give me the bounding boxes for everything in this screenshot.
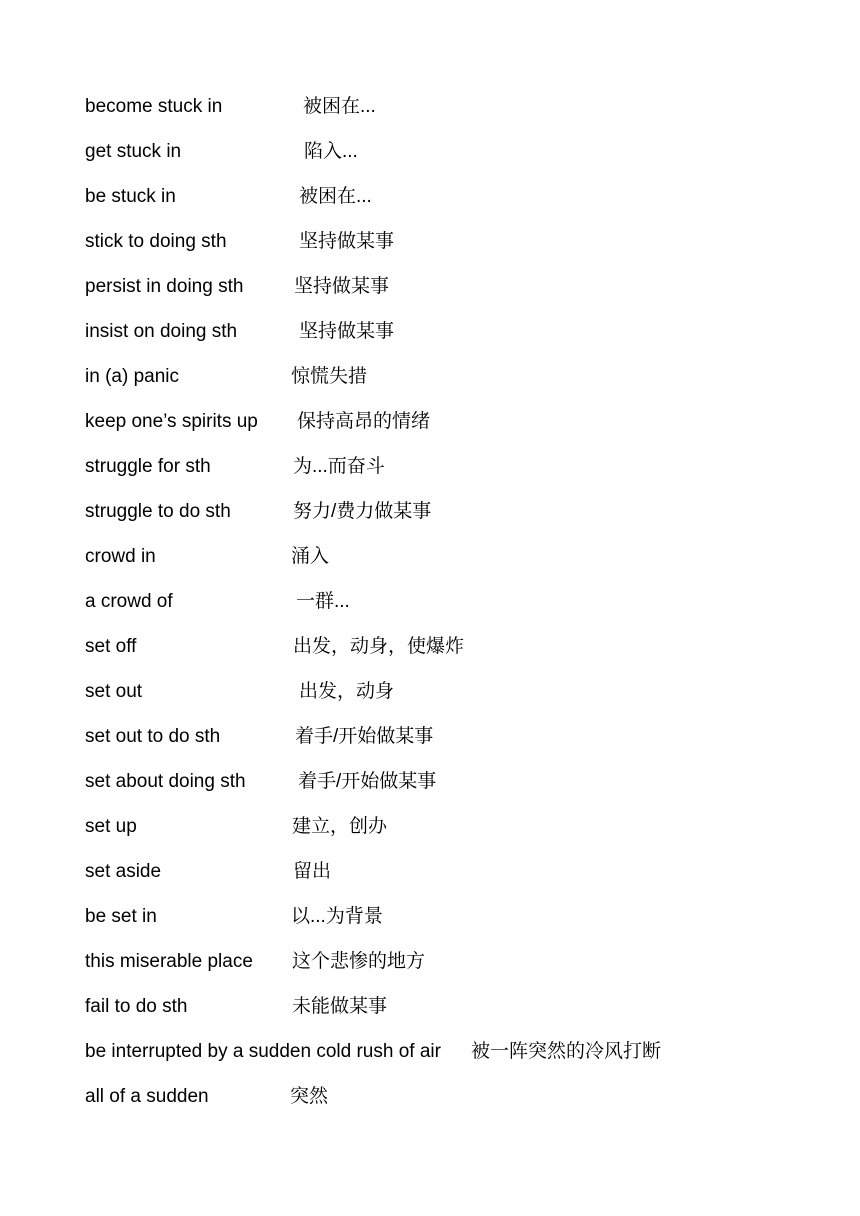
english-phrase: keep one’s spirits up xyxy=(85,411,258,432)
chinese-meaning: 这个悲惨的地方 xyxy=(292,951,426,972)
list-item xyxy=(0,545,860,581)
list-item xyxy=(0,365,860,401)
english-phrase: crowd in xyxy=(85,546,156,567)
chinese-meaning: 坚持做某事 xyxy=(299,321,395,342)
english-phrase: insist on doing sth xyxy=(85,321,238,342)
list-item xyxy=(0,860,860,896)
english-phrase: become stuck in xyxy=(85,96,223,117)
english-phrase: all of a sudden xyxy=(85,1086,209,1107)
list-item xyxy=(0,410,860,446)
chinese-meaning: 着手/开始做某事 xyxy=(298,771,437,792)
english-phrase: be set in xyxy=(85,906,157,927)
list-item xyxy=(0,950,860,986)
chinese-meaning: 未能做某事 xyxy=(292,996,388,1017)
list-item xyxy=(0,590,860,626)
english-phrase: set aside xyxy=(85,861,162,882)
english-phrase: struggle to do sth xyxy=(85,501,231,522)
english-phrase: get stuck in xyxy=(85,141,182,162)
chinese-meaning: 以...为背景 xyxy=(291,906,383,927)
english-phrase: in (a) panic xyxy=(85,366,179,387)
list-item xyxy=(0,455,860,491)
list-item xyxy=(0,275,860,311)
chinese-meaning: 陷入... xyxy=(304,141,358,162)
english-phrase: set out to do sth xyxy=(85,726,221,747)
chinese-meaning: 为...而奋斗 xyxy=(293,456,385,477)
list-item xyxy=(0,140,860,176)
english-phrase: set off xyxy=(85,636,137,657)
chinese-meaning: 努力/费力做某事 xyxy=(293,501,432,522)
english-phrase: set out xyxy=(85,681,143,702)
english-phrase: set about doing sth xyxy=(85,771,246,792)
chinese-meaning: 被困在... xyxy=(303,96,376,117)
list-item xyxy=(0,95,860,131)
list-item xyxy=(0,500,860,536)
english-phrase: a crowd of xyxy=(85,591,173,612)
list-item xyxy=(0,1040,860,1076)
chinese-meaning: 坚持做某事 xyxy=(294,276,390,297)
chinese-meaning: 出发，动身，使爆炸 xyxy=(293,636,465,657)
english-phrase: stick to doing sth xyxy=(85,231,227,252)
english-phrase: set up xyxy=(85,816,137,837)
chinese-meaning: 惊慌失措 xyxy=(291,366,368,387)
english-phrase: be interrupted by a sudden cold rush of air xyxy=(85,1041,441,1062)
list-item xyxy=(0,995,860,1031)
english-phrase: be stuck in xyxy=(85,186,176,207)
english-phrase: struggle for sth xyxy=(85,456,211,477)
chinese-meaning: 保持高昂的情绪 xyxy=(297,411,431,432)
english-phrase: this miserable place xyxy=(85,951,253,972)
chinese-meaning: 涌入 xyxy=(291,546,330,567)
list-item xyxy=(0,1085,860,1121)
chinese-meaning: 突然 xyxy=(290,1086,329,1107)
list-item xyxy=(0,815,860,851)
list-item xyxy=(0,185,860,221)
list-item xyxy=(0,905,860,941)
chinese-meaning: 坚持做某事 xyxy=(299,231,395,252)
chinese-meaning: 出发，动身 xyxy=(299,681,395,702)
list-item xyxy=(0,320,860,356)
english-phrase: fail to do sth xyxy=(85,996,188,1017)
list-item xyxy=(0,770,860,806)
chinese-meaning: 留出 xyxy=(293,861,332,882)
chinese-meaning: 着手/开始做某事 xyxy=(295,726,434,747)
list-item xyxy=(0,725,860,761)
list-item xyxy=(0,230,860,266)
english-phrase: persist in doing sth xyxy=(85,276,244,297)
chinese-meaning: 被困在... xyxy=(299,186,372,207)
chinese-meaning: 一群... xyxy=(296,591,350,612)
chinese-meaning: 被一阵突然的冷风打断 xyxy=(471,1041,662,1062)
list-item xyxy=(0,680,860,716)
chinese-meaning: 建立，创办 xyxy=(292,816,388,837)
list-item xyxy=(0,635,860,671)
